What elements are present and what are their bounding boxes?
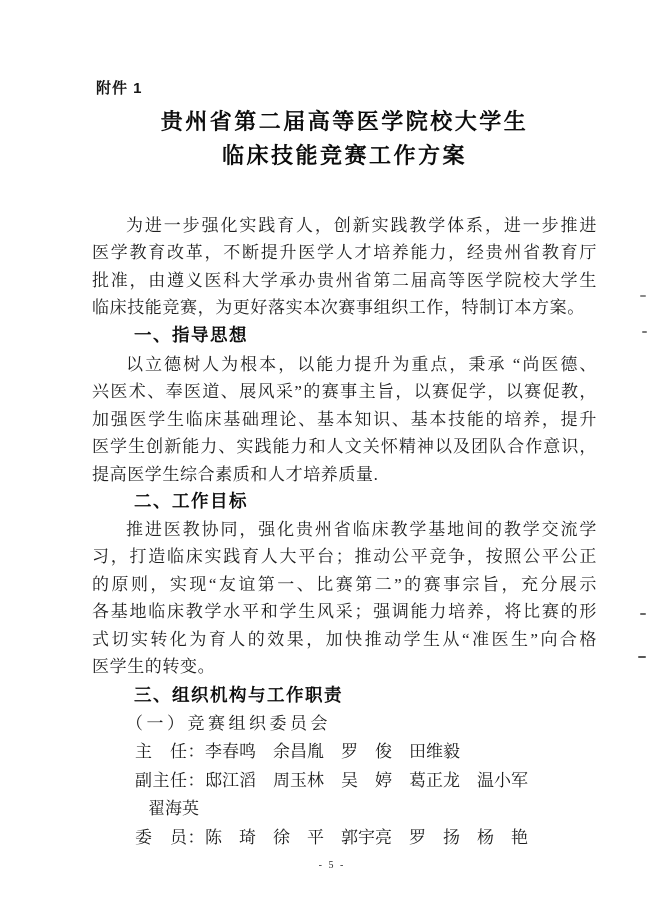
scan-artifact xyxy=(642,331,647,333)
document-title-line2: 临床技能竞赛工作方案 xyxy=(221,142,467,168)
section-1-paragraph xyxy=(92,351,597,488)
text-line: 加强医学生临床基础理论、基本知识、基本技能的培养，提升 xyxy=(92,409,597,429)
attachment-label: 附件 1 xyxy=(96,80,143,97)
text-line: 批准，由遵义医科大学承办贵州省第二届高等医学院校大学生 xyxy=(92,270,597,290)
committee-names: 翟海英 xyxy=(148,799,199,819)
committee-names: 陈 琦 徐 平 郭宇亮 罗 扬 杨 艳 xyxy=(205,827,528,847)
committee-role-label: 主 任： xyxy=(135,742,205,762)
section-2-paragraph xyxy=(92,516,597,680)
section-heading-3: 三、组织机构与工作职责 xyxy=(134,685,343,705)
text-line: 兴医术、奉医道、展风采”的赛事主旨，以赛促学，以赛促教， xyxy=(92,382,597,402)
text-line: 式切实转化为育人的效果，加快推动学生从“准医生”向合格 xyxy=(92,629,597,649)
committee-subheading: （一）竞赛组织委员会 xyxy=(126,714,331,733)
committee-names: 邸江滔 周玉林 吴 婷 葛正龙 温小军 xyxy=(205,770,528,790)
committee-role-label: 委 员： xyxy=(135,827,205,847)
committee-block xyxy=(126,710,615,852)
text-line: 推进医教协同，强化贵州省临床教学基地间的教学交流学 xyxy=(126,520,597,539)
scan-artifact xyxy=(640,295,646,297)
text-line: 各基地临床教学水平和学生风采；强调能力培养，将比赛的形 xyxy=(92,602,597,622)
committee-row-members xyxy=(135,824,615,852)
committee-row-director xyxy=(135,738,615,766)
section-heading-2: 二、工作目标 xyxy=(134,491,248,511)
text-line: 医学生的转变。 xyxy=(92,657,216,677)
document-title xyxy=(92,105,597,172)
intro-paragraph xyxy=(92,212,597,322)
committee-row-deputy-director xyxy=(135,767,615,795)
committee-row-deputy-continuation xyxy=(135,795,615,823)
page-number: - 5 - xyxy=(318,860,346,871)
text-line: 以立德树人为根本，以能力提升为重点，秉承 “尚医德、 xyxy=(126,355,597,374)
text-line: 提高医学生综合素质和人才培养质量. xyxy=(92,464,379,484)
scan-artifact xyxy=(640,613,646,615)
text-line: 的原则，实现“友谊第一、比赛第二”的赛事宗旨，充分展示 xyxy=(92,574,597,594)
text-line: 医学生创新能力、实践能力和人文关怀精神以及团队合作意识， xyxy=(92,437,597,457)
committee-role-label: 副主任： xyxy=(135,770,205,790)
text-line: 习，打造临床实践育人大平台；推动公平竞争，按照公平公正 xyxy=(92,547,597,567)
scan-artifact xyxy=(638,656,646,658)
text-line: 医学教育改革，不断提升医学人才培养能力，经贵州省教育厅 xyxy=(92,243,597,263)
text-line: 为进一步强化实践育人，创新实践教学体系，进一步推进 xyxy=(126,216,597,235)
document-title-line1: 贵州省第二届高等医学院校大学生 xyxy=(160,109,529,134)
text-line: 临床技能竞赛，为更好落实本次赛事组织工作，特制订本方案。 xyxy=(92,298,585,318)
section-heading-1: 一、指导思想 xyxy=(134,325,248,345)
committee-names: 李春鸣 余昌胤 罗 俊 田维毅 xyxy=(205,742,460,762)
